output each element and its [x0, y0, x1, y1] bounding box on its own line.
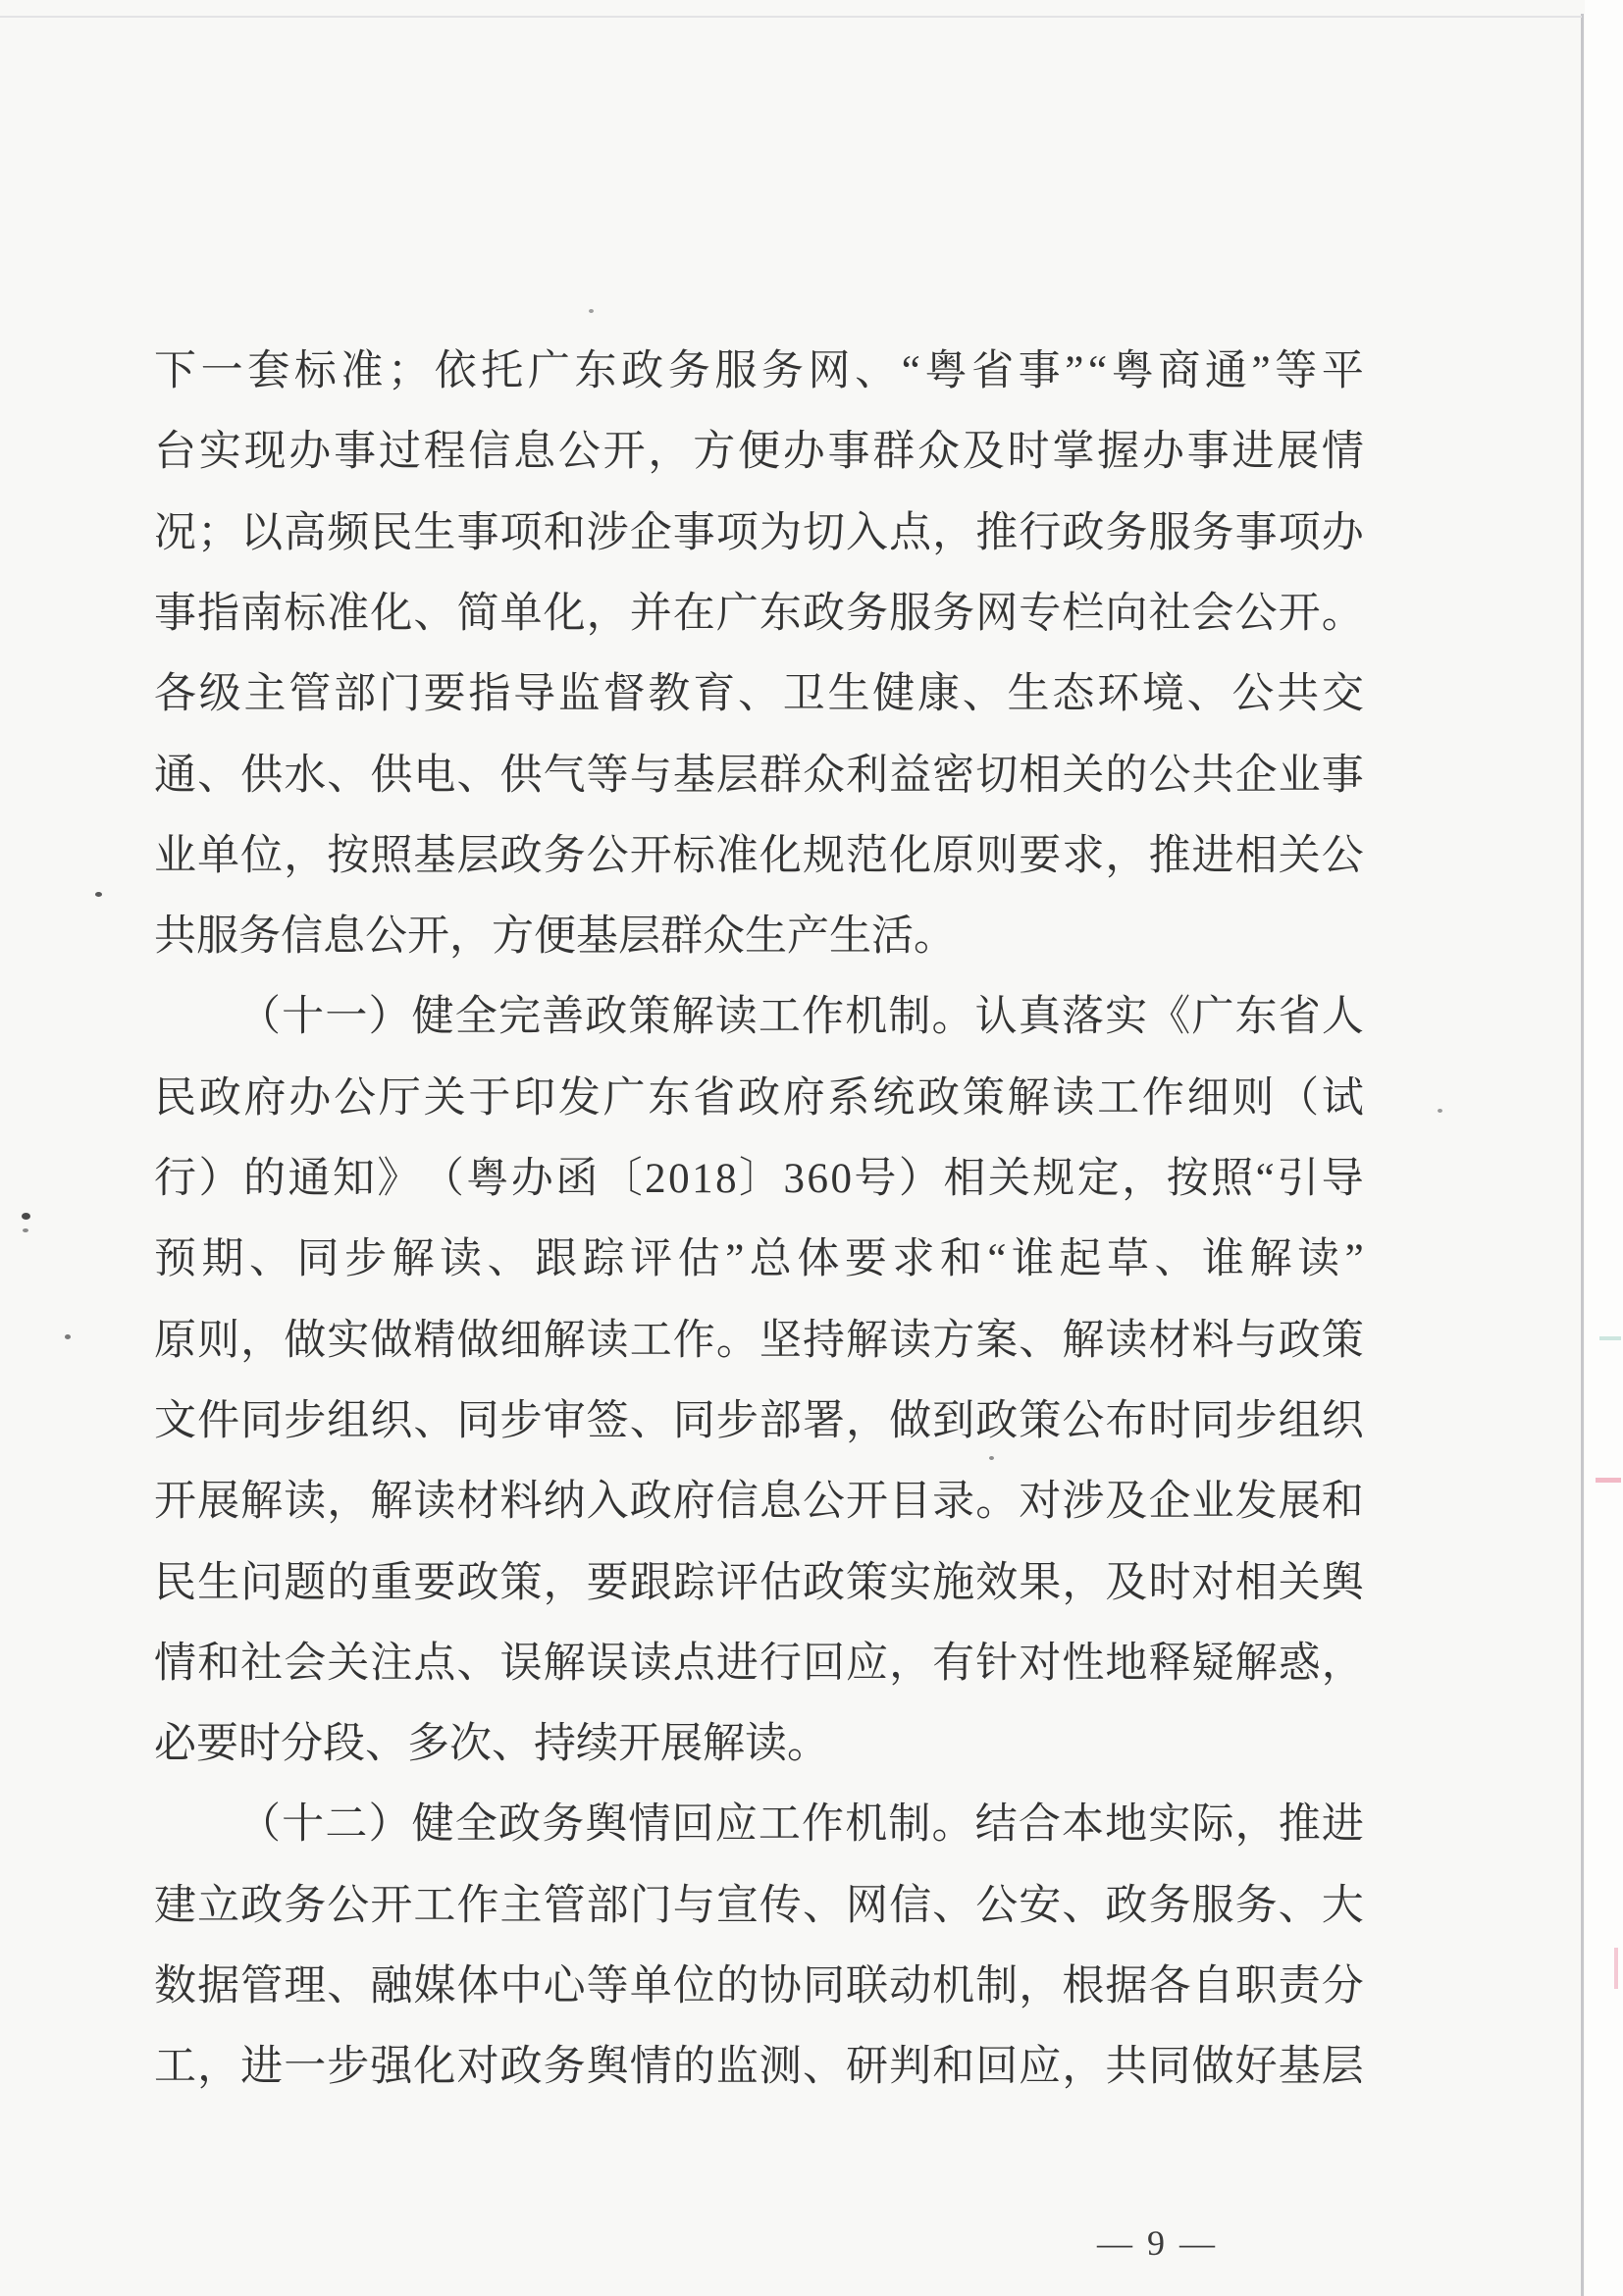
text-line: 开 展 解 读 ， 解 读 材 料 纳 入 政 府 信 息 公 开 目 录 。 对 涉 及 企 业 发 展 和: [154, 1479, 1364, 1525]
scan-color-tick: [1596, 1478, 1621, 1483]
text-line: 必 要 时 分 段 、 多 次 、 持 续 开 展 解 读 。: [154, 1721, 829, 1767]
text-line: 通 、 供 水 、 供 电 、 供 气 等 与 基 层 群 众 利 益 密 切 相 关 的 公 共 企 业 事: [154, 753, 1364, 799]
text-line: 业 单 位 ， 按 照 基 层 政 务 公 开 标 准 化 规 范 化 原 则 要 求 ， 推 进 相 关 公: [154, 833, 1364, 879]
text-line: 预 期 、 同 步 解 读 、 跟 踪 评 估 ” 总 体 要 求 和 “ 谁 起 草 、 谁 解 读 ”: [154, 1236, 1364, 1282]
text-line: 共 服 务 信 息 公 开 ， 方 便 基 层 群 众 生 产 生 活 。: [154, 913, 956, 960]
text-line: 工 ， 进 一 步 强 化 对 政 务 舆 情 的 监 测 、 研 判 和 回 应 ， 共 同 做 好 基 层: [154, 2044, 1364, 2090]
scan-speck: [989, 1456, 994, 1460]
scan-speck: [22, 1213, 30, 1220]
scan-speck: [23, 1228, 28, 1232]
scan-edge-vertical-line: [1581, 14, 1584, 2296]
text-line: 原 则 ， 做 实 做 精 做 细 解 读 工 作 。 坚 持 解 读 方 案 、 解 读 材 料 与 政 策: [154, 1318, 1364, 1364]
text-line: 文 件 同 步 组 织 、 同 步 审 签 、 同 步 部 署 ， 做 到 政 策 公 布 时 同 步 组 织: [154, 1398, 1364, 1444]
scan-speck: [65, 1334, 71, 1339]
text-line: 民 政 府 办 公 厅 关 于 印 发 广 东 省 政 府 系 统 政 策 解 读 工 作 细 则 （ 试: [154, 1075, 1364, 1122]
text-line: 下 一 套 标 准 ； 依 托 广 东 政 务 服 务 网 、 “ 粤 省 事 ” “ 粤 商 通 ” 等 平: [154, 348, 1364, 394]
scan-speck: [1438, 1109, 1442, 1113]
text-line: 各 级 主 管 部 门 要 指 导 监 督 教 育 、 卫 生 健 康 、 生 态 环 境 、 公 共 交: [154, 671, 1364, 717]
scan-speck: [589, 309, 594, 313]
text-line: 行 ） 的 通 知 》 （ 粤 办 函 〔 2 0 1 8 〕 3 6 0 号 ） 相 关 规 定 ， 按 照 “ 引 导: [154, 1156, 1364, 1202]
text-line: 建 立 政 务 公 开 工 作 主 管 部 门 与 宣 传 、 网 信 、 公 安 、 政 务 服 务 、 大: [154, 1883, 1364, 1929]
text-line: （ 十 一 ） 健 全 完 善 政 策 解 读 工 作 机 制 。 认 真 落 实 《 广 东 省 人: [238, 994, 1364, 1040]
text-line: 事 指 南 标 准 化 、 简 单 化 ， 并 在 广 东 政 务 服 务 网 专 栏 向 社 会 公 开 。: [154, 591, 1364, 637]
text-line: （ 十 二 ） 健 全 政 务 舆 情 回 应 工 作 机 制 。 结 合 本 地 实 际 ， 推 进: [238, 1801, 1364, 1848]
text-line: 情 和 社 会 关 注 点 、 误 解 误 读 点 进 行 回 应 ， 有 针 对 性 地 释 疑 解 惑 ，: [154, 1641, 1364, 1687]
text-line: 数 据 管 理 、 融 媒 体 中 心 等 单 位 的 协 同 联 动 机 制 ， 根 据 各 自 职 责 分: [154, 1963, 1364, 2009]
text-line: 况 ； 以 高 频 民 生 事 项 和 涉 企 事 项 为 切 入 点 ， 推 行 政 务 服 务 事 项 办: [154, 510, 1364, 556]
text-line: 民 生 问 题 的 重 要 政 策 ， 要 跟 踪 评 估 政 策 实 施 效 果 ， 及 时 对 相 关 舆: [154, 1560, 1364, 1606]
scan-color-tick: [1599, 1336, 1621, 1340]
scan-speck: [95, 892, 102, 897]
text-line: 台 实 现 办 事 过 程 信 息 公 开 ， 方 便 办 事 群 众 及 时 掌 握 办 事 进 展 情: [154, 429, 1364, 475]
scan-edge-top-line: [0, 16, 1582, 18]
scan-color-tick: [1614, 1948, 1618, 1989]
page-number: — 9 —: [1097, 2223, 1218, 2263]
